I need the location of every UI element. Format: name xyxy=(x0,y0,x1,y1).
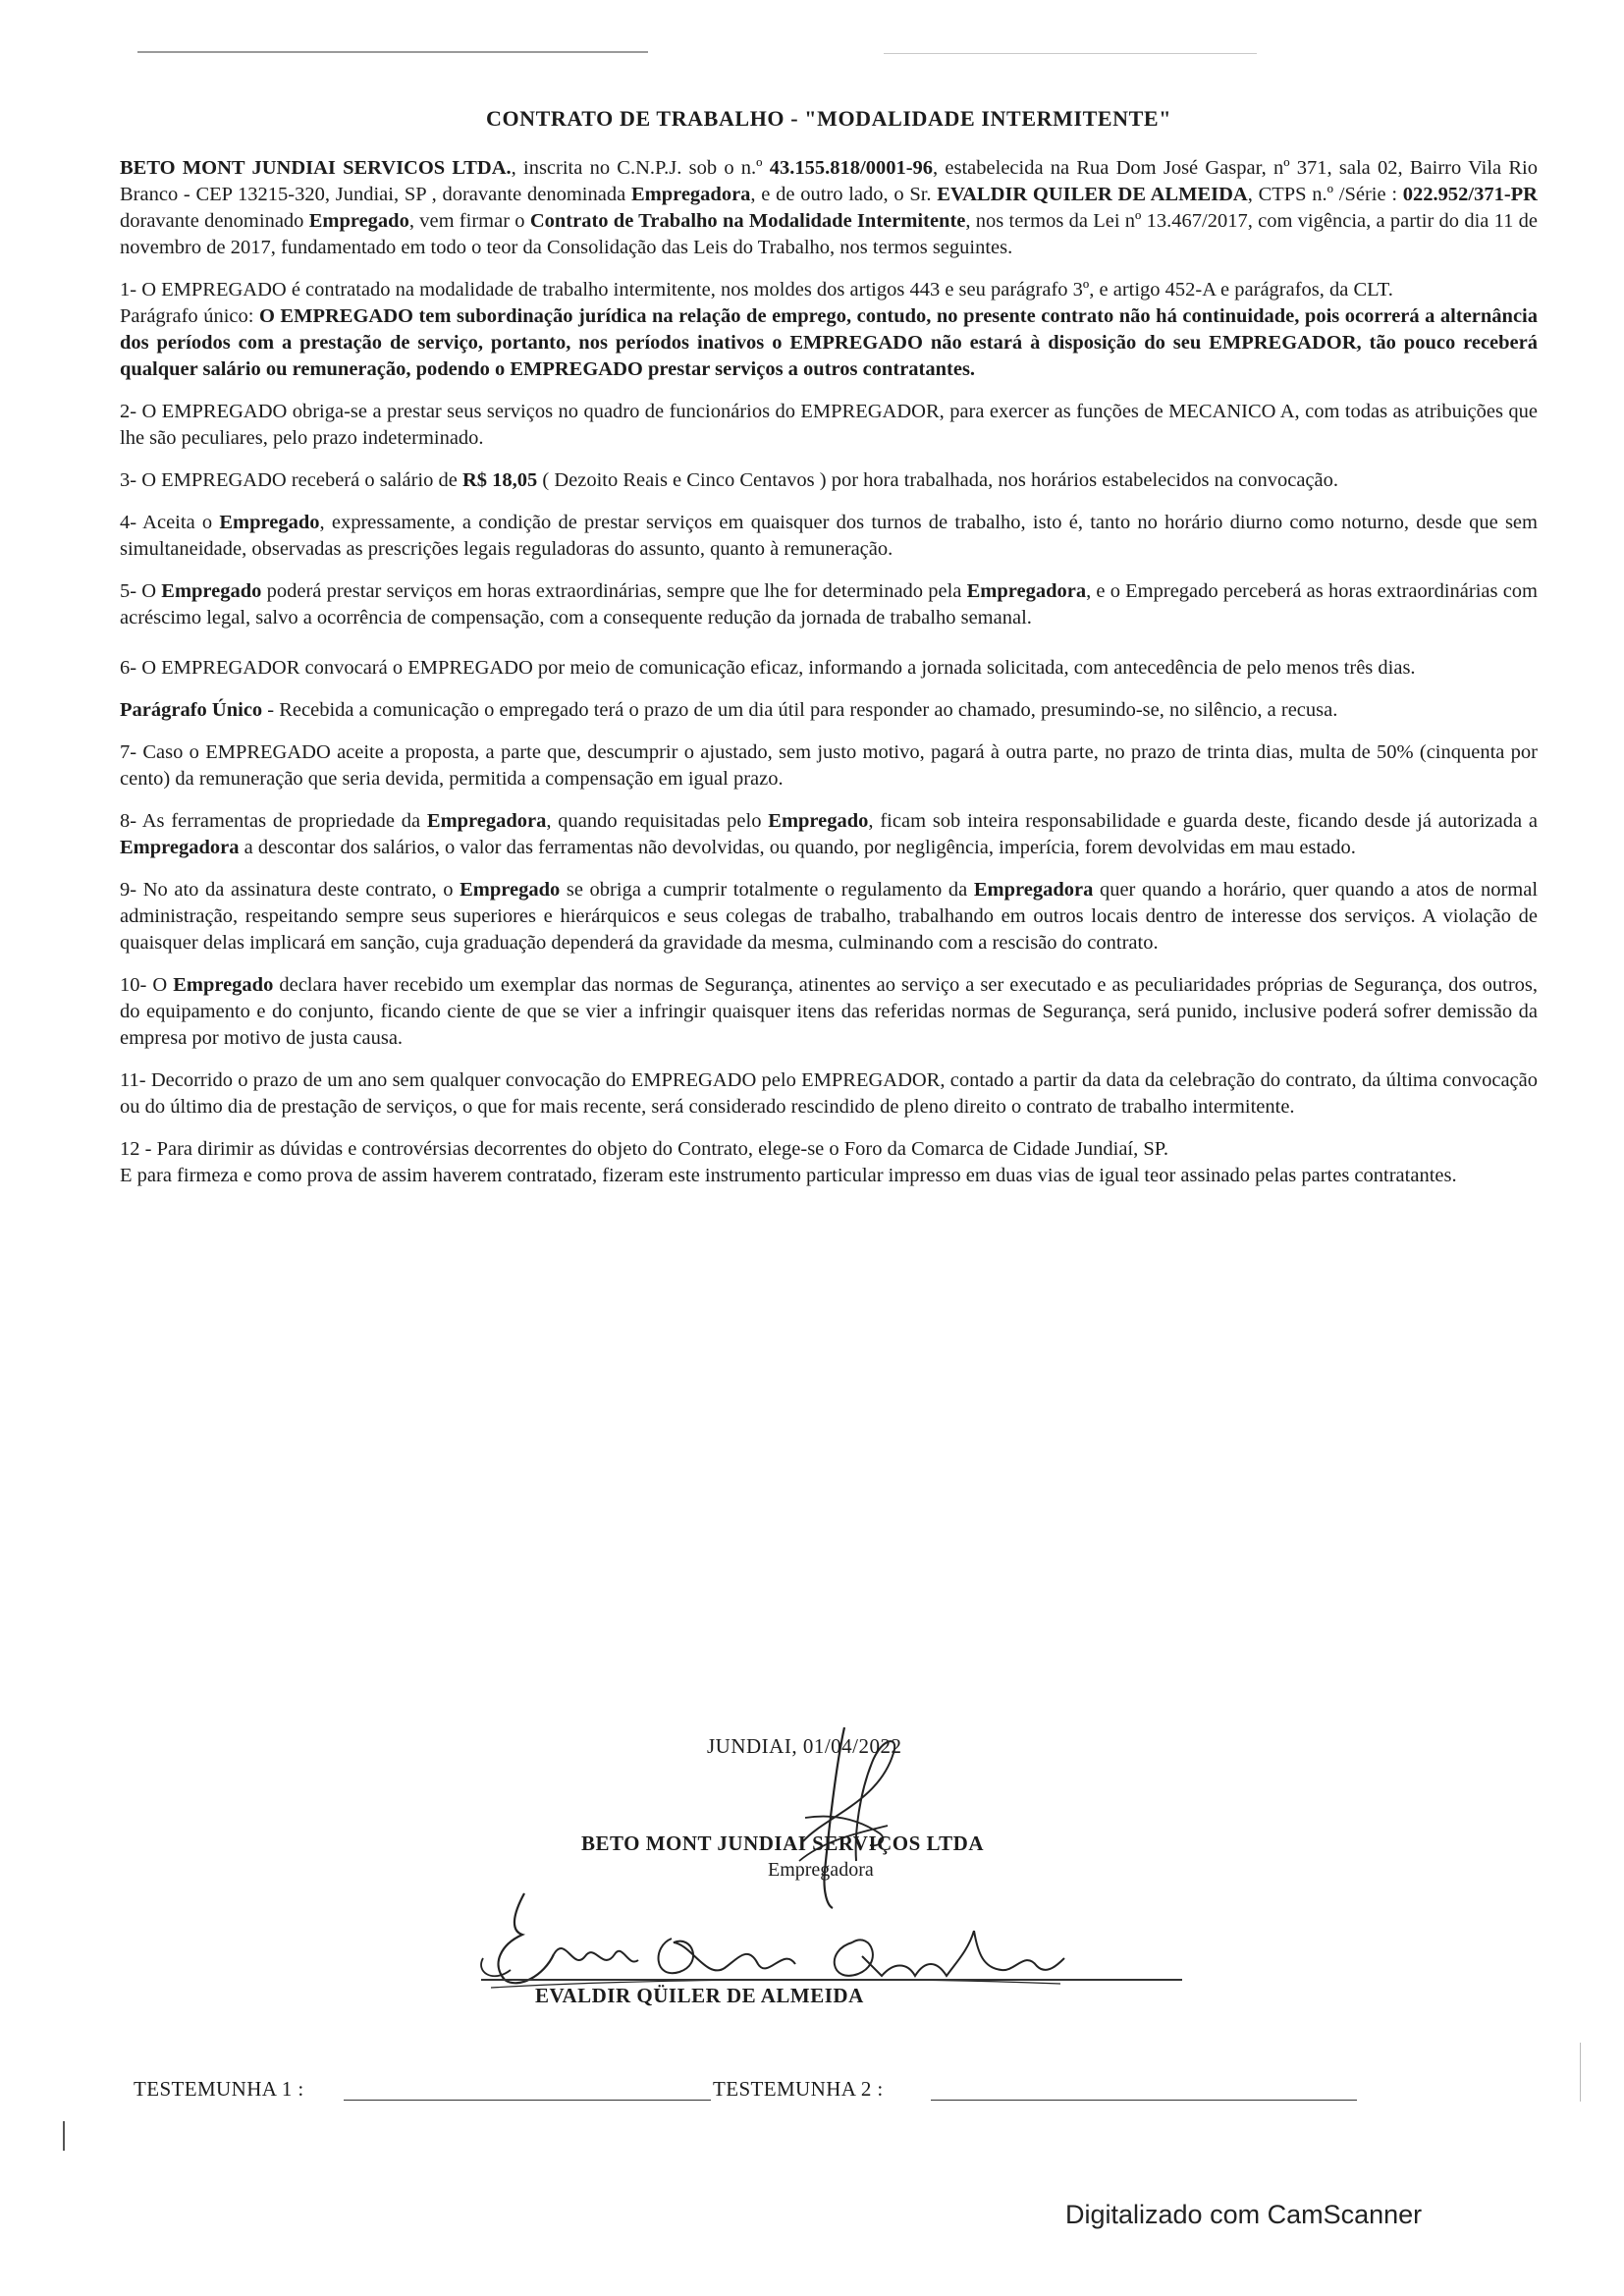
clause-1-paragraph: Parágrafo único: O EMPREGADO tem subordinação jurídica na relação de emprego, contudo, no presente contrato não há continuidade, pois ocorrerá a alternância dos períodos com a prestação de serviço, portanto, nos períodos inativos o EMPREGADO não estará à disposição do seu EMPREGADOR, tão pouco receberá qualquer salário ou remuneração, podendo o EMPREGADO prestar serviços a outros contratantes. xyxy=(120,305,1538,380)
clause-12: 12 - Para dirimir as dúvidas e controvérsias decorrentes do objeto do Contrato, elege-se o Foro da Comarca de Cidade Jundiaí, SP. xyxy=(120,1138,1169,1160)
closing-statement: E para firmeza e como prova de assim haverem contratado, fizeram este instrumento particular impresso em duas vias de igual teor assinado pelas partes contratantes. xyxy=(120,1165,1457,1186)
clause-6-paragraph: Parágrafo Único - Recebida a comunicação o empregado terá o prazo de um dia útil para responder ao chamado, presumindo-se, no silêncio, a recusa. xyxy=(120,699,1338,721)
company-name: BETO MONT JUNDIAI SERVICOS LTDA. xyxy=(120,157,512,179)
witness-2-label: TESTEMUNHA 2 : xyxy=(713,2077,884,2101)
ctps-number: 022.952/371-PR xyxy=(1402,184,1538,205)
employee-sign-name: EVALDIR QÜILER DE ALMEIDA xyxy=(535,1984,864,2007)
clause-3: 3- O EMPREGADO receberá o salário de R$ 18,05 ( Dezoito Reais e Cinco Centavos ) por hora trabalhada, nos horários estabelecidos na convocação. xyxy=(120,469,1339,491)
clause-7: 7- Caso o EMPREGADO aceite a proposta, a parte que, descumprir o ajustado, sem justo motivo, pagará à outra parte, no prazo de trinta dias, multa de 50% (cinquenta por cento) da remuneração que seria devida, permitida a compensação em igual prazo. xyxy=(120,741,1538,790)
clause-9: 9- No ato da assinatura deste contrato, o Empregado se obriga a cumprir totalmente o regulamento da Empregadora quer quando a horário, quer quando a atos de normal administração, respeitando sempre seus superiores e hierárquicos e seus colegas de trabalho, trabalhando em outros locais dentro de interesse dos serviços. A violação de quaisquer delas implicará em sanção, cuja graduação dependerá da gravidade da mesma, culminando com a rescisão do contrato. xyxy=(120,879,1539,954)
scan-artifact-mark xyxy=(1580,2043,1581,2102)
contract-body xyxy=(120,106,1538,1189)
clause-5: 5- O Empregado poderá prestar serviços em horas extraordinárias, sempre que lhe for determinado pela Empregadora, e o Empregado perceberá as horas extraordinárias com acréscimo legal, salvo a ocorrência de compensação, com a consequente redução da jornada de trabalho semanal. xyxy=(120,580,1538,629)
witness-1-line xyxy=(344,2100,711,2101)
employee-signature xyxy=(471,1886,1070,1994)
employee-name-inline: EVALDIR QUILER DE ALMEIDA xyxy=(937,184,1248,205)
employer-role: Empregadora xyxy=(768,1859,874,1881)
clause-6: 6- O EMPREGADOR convocará o EMPREGADO por meio de comunicação eficaz, informando a jornada solicitada, com antecedência de pelo menos três dias. xyxy=(120,657,1416,679)
camscanner-watermark: Digitalizado com CamScanner xyxy=(1065,2200,1423,2229)
scan-artifact-line xyxy=(137,51,648,53)
clause-1: 1- O EMPREGADO é contratado na modalidade de trabalho intermitente, nos moldes dos artigos 443 e seu parágrafo 3º, e artigo 452-A e parágrafos, da CLT. xyxy=(120,279,1393,301)
intro-paragraph: BETO MONT JUNDIAI SERVICOS LTDA., inscrita no C.N.P.J. sob o n.º 43.155.818/0001-96, estabelecida na Rua Dom José Gaspar, nº 371, sala 02, Bairro Vila Rio Branco - CEP 13215-320, Jundiai, SP , doravante denominada Empregadora, e de outro lado, o Sr. EVALDIR QUILER DE ALMEIDA, CTPS n.º /Série : 022.952/371-PR doravante denominado Empregado, vem firmar o Contrato de Trabalho na Modalidade Intermitente, nos termos da Lei nº 13.467/2017, com vigência, a partir do dia 11 de novembro de 2017, fundamentado em todo o teor da Consolidação das Leis do Trabalho, nos termos seguintes. xyxy=(120,157,1539,258)
document-title: CONTRATO DE TRABALHO - "MODALIDADE INTERMITENTE" xyxy=(485,106,1172,131)
witness-1-label: TESTEMUNHA 1 : xyxy=(134,2077,304,2101)
employer-signature xyxy=(785,1723,913,1910)
scan-artifact-line xyxy=(884,53,1257,54)
scan-artifact-mark xyxy=(63,2121,65,2151)
contract-type: Contrato de Trabalho na Modalidade Intermitente xyxy=(529,210,966,232)
clause-10: 10- O Empregado declara haver recebido um exemplar das normas de Segurança, atinentes ao serviço a ser executado e as peculiaridades próprias de Segurança, dos outros, do equipamento e do conjunto, ficando ciente de que se vier a infringir quaisquer itens das referidas normas de Segurança, será punido, inclusive poderá sofrer demissão da empresa por motivo de justa causa. xyxy=(120,974,1538,1049)
hourly-wage: R$ 18,05 xyxy=(461,469,538,491)
clause-8: 8- As ferramentas de propriedade da Empregadora, quando requisitadas pelo Empregado, ficam sob inteira responsabilidade e guarda deste, ficando desde já autorizada a Empregadora a descontar dos salários, o valor das ferramentas não devolvidas, ou quando, por negligência, imperícia, forem devolvidas em mau estado. xyxy=(120,810,1538,858)
witness-2-line xyxy=(931,2100,1357,2101)
clause-4: 4- Aceita o Empregado, expressamente, a condição de prestar serviços em quaisquer dos turnos de trabalho, isto é, tanto no horário diurno como noturno, desde que sem simultaneidade, observadas as prescrições legais reguladoras do assunto, quanto à remuneração. xyxy=(120,512,1538,560)
cnpj-number: 43.155.818/0001-96 xyxy=(769,157,934,179)
city-date: JUNDIAI, 01/04/2022 xyxy=(707,1734,902,1758)
employer-sign-name: BETO MONT JUNDIAI SERVIÇOS LTDA xyxy=(581,1831,984,1855)
clause-2: 2- O EMPREGADO obriga-se a prestar seus serviços no quadro de funcionários do EMPREGADOR, para exercer as funções de MECANICO A, com todas as atribuições que lhe são peculiares, pelo prazo indeterminado. xyxy=(120,401,1538,449)
clause-11: 11- Decorrido o prazo de um ano sem qualquer convocação do EMPREGADO pelo EMPREGADOR, contado a partir da data da celebração do contrato, da última convocação ou do último dia de prestação de serviços, o que for mais recente, será considerado rescindido de pleno direito o contrato de trabalho intermitente. xyxy=(120,1069,1538,1118)
employee-signature-line xyxy=(481,1979,1182,1981)
